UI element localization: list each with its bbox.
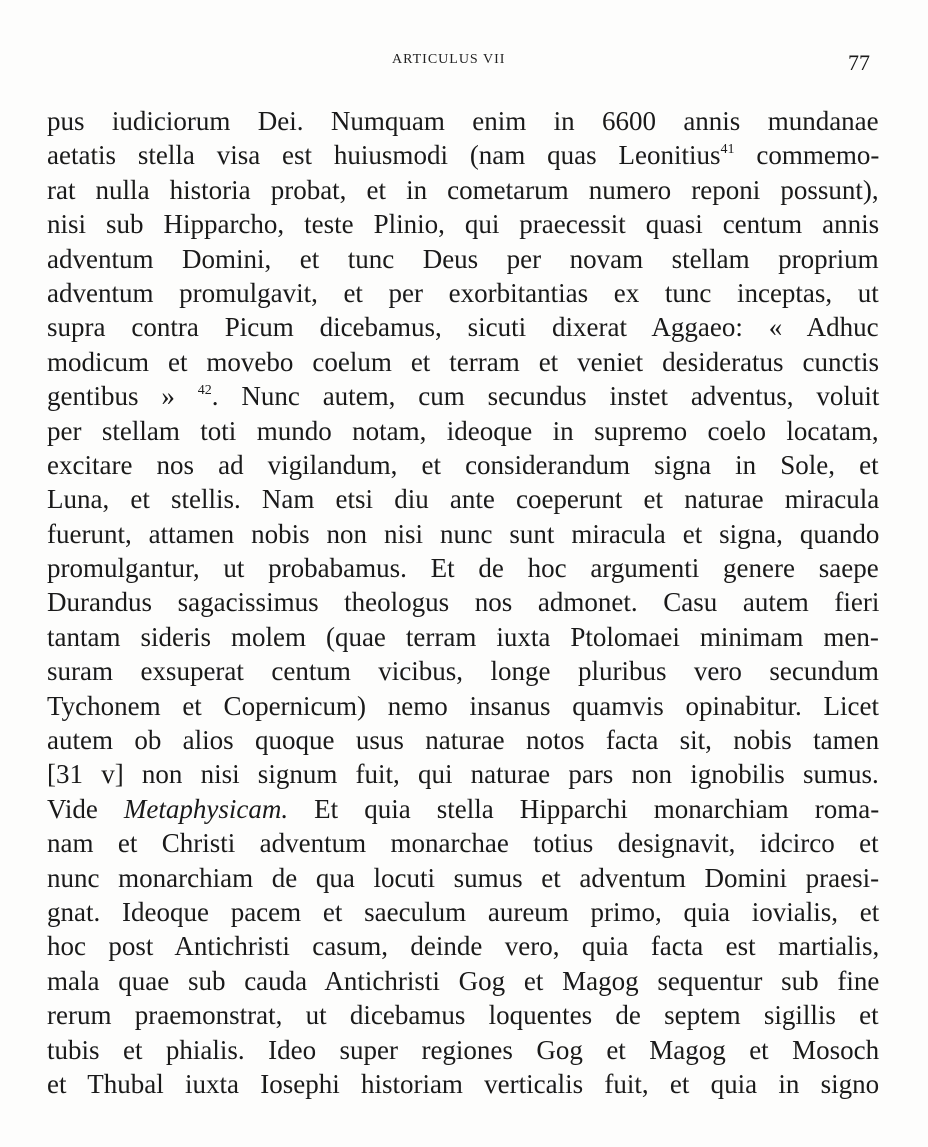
footnote-ref: 41 — [720, 142, 735, 158]
text-line: supra contra Picum dicebamus, sicuti dixerat Aggaeo: « Adhuc — [47, 312, 879, 343]
page-number: 77 — [848, 50, 870, 75]
text-line: nisi sub Hipparcho, teste Plinio, qui praecessit quasi centum annis — [47, 209, 880, 240]
text-line — [47, 792, 879, 826]
text-line: suram exsuperat centum vicibus, longe pluribus vero secundum — [47, 656, 879, 687]
text-line: Tychonem et Copernicum) nemo insanus quamvis opinabitur. Licet — [47, 690, 879, 721]
footnote-ref: 42 — [197, 383, 212, 399]
text-line: Luna, et stellis. Nam etsi diu ante coeperunt et naturae miracula — [47, 484, 880, 515]
text-line: autem ob alios quoque usus naturae notos facta sit, nobis tamen — [47, 725, 880, 756]
text-segment: Et quia stella Hipparchi monarchiam roma- — [314, 793, 880, 824]
text-line: mala quae sub cauda Antichristi Gog et Magog sequentur sub fine — [47, 965, 880, 996]
text-line: modicum et movebo coelum et terram et veniet desideratus cunctis — [47, 346, 880, 377]
text-line: adventum promulgavit, et per exorbitantias ex tunc inceptas, ut — [47, 277, 879, 308]
text-segment: . Nunc autem, cum secundus instet adventus, voluit — [211, 381, 880, 412]
text-line — [47, 379, 879, 413]
text-segment: gentibus » — [47, 381, 175, 412]
text-line: promulgantur, ut probabamus. Et de hoc argumenti genere saepe — [47, 553, 879, 584]
text-line: excitare nos ad vigilandum, et considerandum signa in Sole, et — [47, 449, 879, 480]
text-line: nam et Christi adventum monarchae totius designavit, idcirco et — [47, 828, 879, 859]
text-line: nunc monarchiam de qua locuti sumus et adventum Domini praesi- — [47, 862, 880, 893]
text-line: tubis et phialis. Ideo super regiones Gog et Magog et Mosoch — [47, 1034, 880, 1065]
body-text — [47, 104, 879, 1101]
text-line: adventum Domini, et tunc Deus per novam stellam proprium — [47, 243, 879, 274]
italic-title: Metaphysicam. — [123, 793, 289, 824]
text-line: hoc post Antichristi casum, deinde vero, quia facta est martialis, — [47, 931, 880, 962]
text-line: tantam sideris molem (quae terram iuxta Ptolomaei minimam men- — [47, 621, 879, 652]
text-segment: commemo- — [756, 140, 880, 171]
text-line: fuerunt, attamen nobis non nisi nunc sunt miracula et signa, quando — [47, 518, 880, 549]
text-line: per stellam toti mundo notam, ideoque in supremo coelo locatam, — [47, 415, 879, 446]
text-line: gnat. Ideoque pacem et saeculum aureum primo, quia iovialis, et — [47, 896, 880, 927]
text-line: rerum praemonstrat, ut dicebamus loquentes de septem sigillis et — [47, 1000, 879, 1031]
text-line: pus iudiciorum Dei. Numquam enim in 6600 annis mundanae — [47, 106, 879, 136]
text-segment: Vide — [47, 793, 98, 824]
running-head — [0, 50, 928, 74]
text-line: et Thubal iuxta Iosephi historiam verticalis fuit, et quia in signo — [47, 1068, 880, 1099]
text-segment: aetatis stella visa est huiusmodi (nam quas Leonitius — [47, 140, 721, 171]
text-line — [47, 138, 879, 172]
text-line: [31 v] non nisi signum fuit, qui naturae pars non ignobilis sumus. — [47, 759, 879, 790]
running-title: ARTICULUS VII — [392, 52, 506, 67]
text-line: rat nulla historia probat, et in cometarum numero reponi possunt), — [47, 174, 879, 205]
text-line: Durandus sagacissimus theologus nos admonet. Casu autem fieri — [47, 587, 880, 618]
